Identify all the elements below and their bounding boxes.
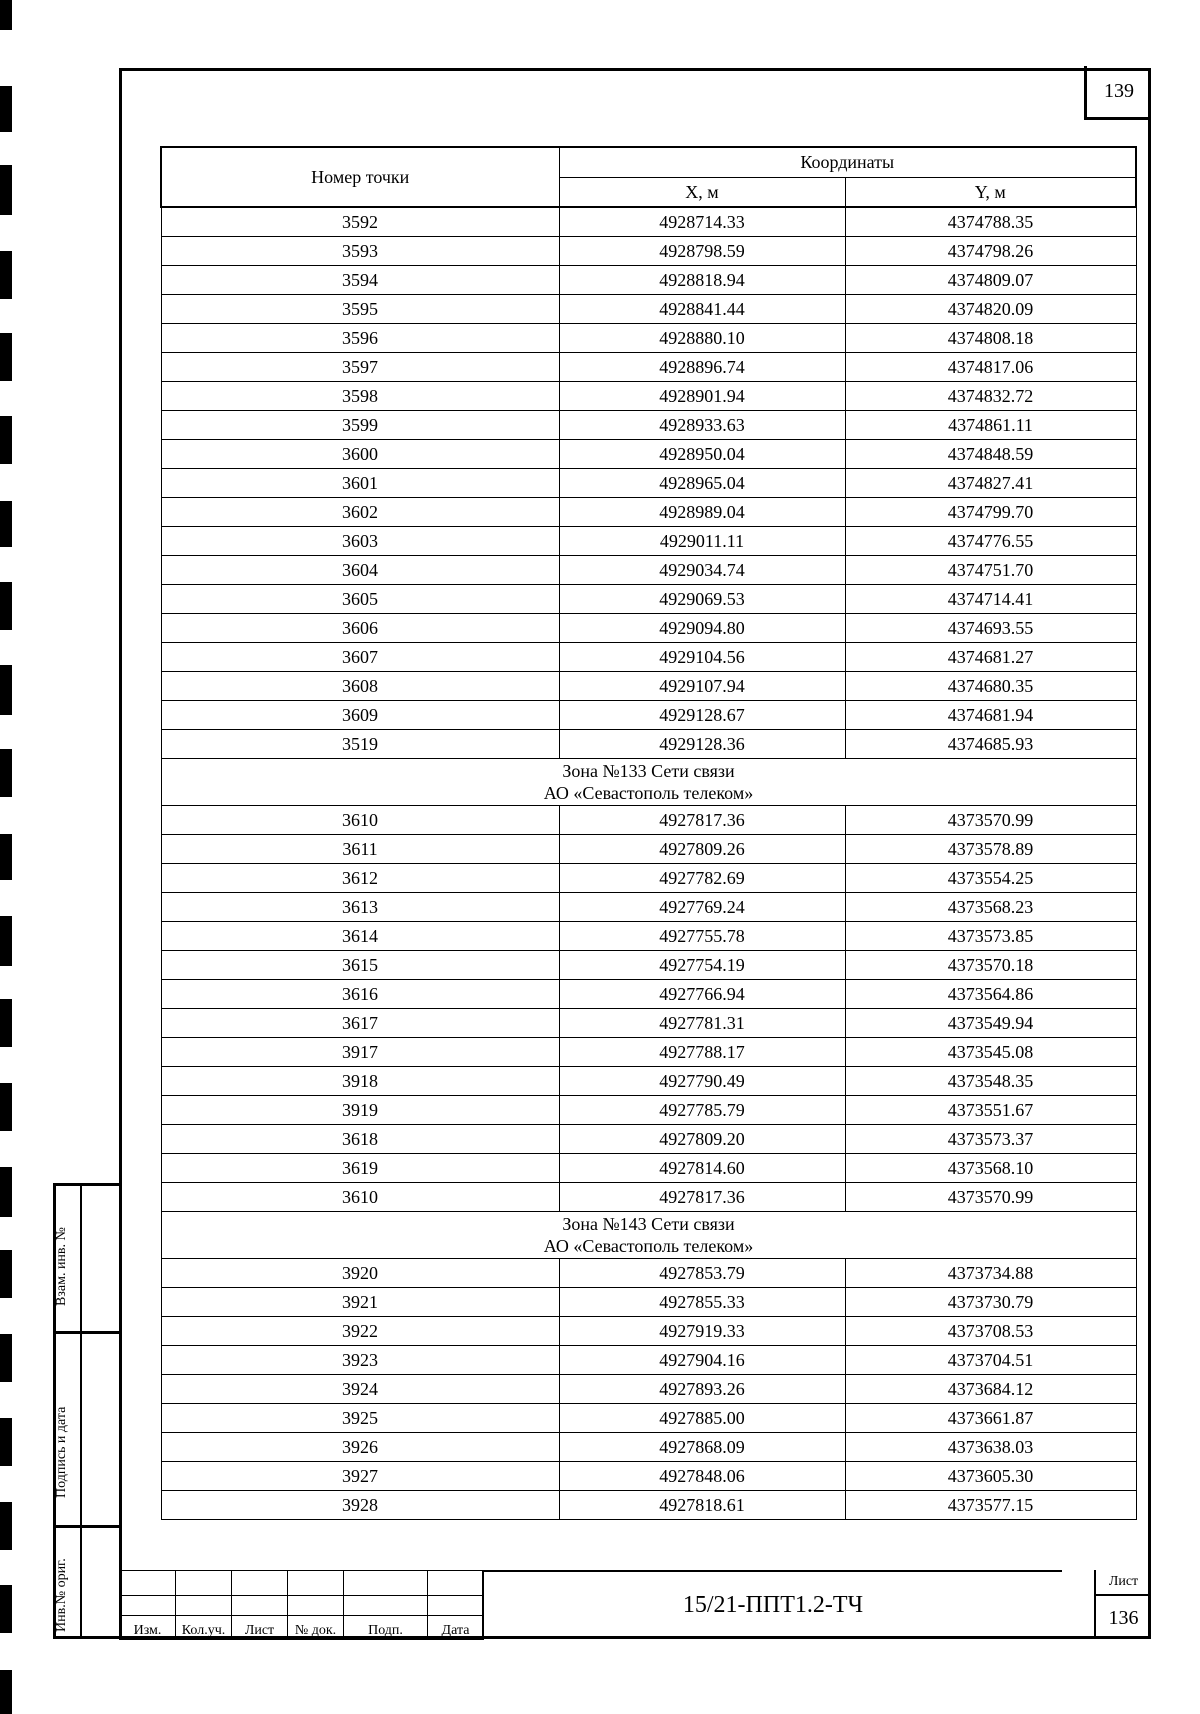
x-coordinate-cell: 4927781.31 (559, 1009, 845, 1038)
col-no-dok: № док. (288, 1616, 344, 1640)
binder-mark (0, 165, 12, 215)
point-number-cell: 3595 (161, 295, 559, 324)
header-y: Y, м (845, 177, 1136, 207)
table-row (161, 295, 1136, 324)
table-row (161, 469, 1136, 498)
x-coordinate-cell: 4927848.06 (559, 1462, 845, 1491)
point-number-cell: 3920 (161, 1259, 559, 1288)
table-row (161, 701, 1136, 730)
binder-mark (0, 1502, 12, 1550)
point-number-cell: 3919 (161, 1096, 559, 1125)
y-coordinate-cell: 4374861.11 (845, 411, 1136, 440)
binder-mark (0, 1670, 12, 1714)
x-coordinate-cell: 4928901.94 (559, 382, 845, 411)
x-coordinate-cell: 4928933.63 (559, 411, 845, 440)
table-row (161, 1433, 1136, 1462)
x-coordinate-cell: 4929069.53 (559, 585, 845, 614)
table-row (161, 1009, 1136, 1038)
binder-mark (0, 665, 12, 715)
header-x: X, м (559, 177, 845, 207)
x-coordinate-cell: 4927853.79 (559, 1259, 845, 1288)
x-coordinate-cell: 4927814.60 (559, 1154, 845, 1183)
y-coordinate-cell: 4374808.18 (845, 324, 1136, 353)
table-body (161, 207, 1136, 1520)
point-number-cell: 3612 (161, 864, 559, 893)
y-coordinate-cell: 4373564.86 (845, 980, 1136, 1009)
binder-mark (0, 1167, 12, 1217)
x-coordinate-cell: 4927782.69 (559, 864, 845, 893)
revision-grid (119, 1570, 484, 1640)
y-coordinate-cell: 4374681.94 (845, 701, 1136, 730)
y-coordinate-cell: 4374751.70 (845, 556, 1136, 585)
x-coordinate-cell: 4928950.04 (559, 440, 845, 469)
table-row (161, 1259, 1136, 1288)
table-row (161, 1096, 1136, 1125)
x-coordinate-cell: 4929034.74 (559, 556, 845, 585)
table-row (161, 951, 1136, 980)
x-coordinate-cell: 4927809.20 (559, 1125, 845, 1154)
zone-title (161, 759, 1136, 806)
zone-title-line: Зона №133 Сети связи (562, 761, 735, 781)
table-row (161, 237, 1136, 266)
sheet-number: 136 (1108, 1607, 1139, 1629)
y-coordinate-cell: 4373573.85 (845, 922, 1136, 951)
binder-mark (0, 582, 12, 630)
point-number-cell: 3597 (161, 353, 559, 382)
y-coordinate-cell: 4373570.99 (845, 806, 1136, 835)
point-number-cell: 3604 (161, 556, 559, 585)
y-coordinate-cell: 4373661.87 (845, 1404, 1136, 1433)
point-number-cell: 3603 (161, 527, 559, 556)
table-row (161, 1038, 1136, 1067)
binder-mark (0, 1334, 12, 1382)
point-number-cell: 3613 (161, 893, 559, 922)
table-row (161, 1288, 1136, 1317)
table-row (161, 835, 1136, 864)
binder-mark (0, 86, 12, 132)
table-row (161, 556, 1136, 585)
x-coordinate-cell: 4928896.74 (559, 353, 845, 382)
table-row (161, 382, 1136, 411)
y-coordinate-cell: 4373638.03 (845, 1433, 1136, 1462)
y-coordinate-cell: 4373551.67 (845, 1096, 1136, 1125)
zone-row (161, 759, 1136, 806)
y-coordinate-cell: 4374820.09 (845, 295, 1136, 324)
point-number-cell: 3615 (161, 951, 559, 980)
y-coordinate-cell: 4373577.15 (845, 1491, 1136, 1520)
x-coordinate-cell: 4928818.94 (559, 266, 845, 295)
point-number-cell: 3610 (161, 1183, 559, 1212)
x-coordinate-cell: 4927893.26 (559, 1375, 845, 1404)
point-number-cell: 3927 (161, 1462, 559, 1491)
table-row (161, 643, 1136, 672)
table-row (161, 440, 1136, 469)
table-row (161, 614, 1136, 643)
col-kol-uch: Кол.уч. (176, 1616, 232, 1640)
x-coordinate-cell: 4927885.00 (559, 1404, 845, 1433)
x-coordinate-cell: 4927818.61 (559, 1491, 845, 1520)
table-row (161, 353, 1136, 382)
x-coordinate-cell: 4927766.94 (559, 980, 845, 1009)
x-coordinate-cell: 4928965.04 (559, 469, 845, 498)
x-coordinate-cell: 4927817.36 (559, 806, 845, 835)
point-number-cell: 3925 (161, 1404, 559, 1433)
binder-mark (0, 333, 12, 381)
table-row (161, 1491, 1136, 1520)
y-coordinate-cell: 4374809.07 (845, 266, 1136, 295)
table-row (161, 1067, 1136, 1096)
binder-mark (0, 916, 12, 966)
table-row (161, 1375, 1136, 1404)
y-coordinate-cell: 4373684.12 (845, 1375, 1136, 1404)
table-row (161, 1154, 1136, 1183)
header-coordinates: Координаты (559, 147, 1136, 177)
binder-mark (0, 1083, 12, 1131)
point-number-cell: 3592 (161, 207, 559, 237)
y-coordinate-cell: 4374714.41 (845, 585, 1136, 614)
col-data: Дата (428, 1616, 484, 1640)
x-coordinate-cell: 4929107.94 (559, 672, 845, 701)
y-coordinate-cell: 4373545.08 (845, 1038, 1136, 1067)
table-row (161, 864, 1136, 893)
y-coordinate-cell: 4374685.93 (845, 730, 1136, 759)
x-coordinate-cell: 4928989.04 (559, 498, 845, 527)
y-coordinate-cell: 4373570.99 (845, 1183, 1136, 1212)
point-number-cell: 3619 (161, 1154, 559, 1183)
table-row (161, 498, 1136, 527)
podpis-label: Подпись и дата (54, 1406, 69, 1498)
sheet-box (1094, 1570, 1151, 1639)
x-coordinate-cell: 4927868.09 (559, 1433, 845, 1462)
vzam-label: Взам. инв. № (54, 1227, 69, 1306)
side-panel-divider (80, 1186, 82, 1636)
col-list: Лист (232, 1616, 288, 1640)
binder-mark (0, 1585, 12, 1633)
point-number-cell: 3519 (161, 730, 559, 759)
point-number-cell: 3924 (161, 1375, 559, 1404)
point-number-cell: 3606 (161, 614, 559, 643)
table-row (161, 1404, 1136, 1433)
point-number-cell: 3602 (161, 498, 559, 527)
x-coordinate-cell: 4929094.80 (559, 614, 845, 643)
point-number-cell: 3610 (161, 806, 559, 835)
y-coordinate-cell: 4373730.79 (845, 1288, 1136, 1317)
point-number-cell: 3599 (161, 411, 559, 440)
x-coordinate-cell: 4928714.33 (559, 207, 845, 237)
x-coordinate-cell: 4928841.44 (559, 295, 845, 324)
x-coordinate-cell: 4927904.16 (559, 1346, 845, 1375)
binder-mark (0, 251, 12, 299)
table-row (161, 1462, 1136, 1491)
table-row (161, 980, 1136, 1009)
x-coordinate-cell: 4927809.26 (559, 835, 845, 864)
point-number-cell: 3593 (161, 237, 559, 266)
table-row (161, 1346, 1136, 1375)
point-number-cell: 3918 (161, 1067, 559, 1096)
y-coordinate-cell: 4373554.25 (845, 864, 1136, 893)
y-coordinate-cell: 4374827.41 (845, 469, 1136, 498)
y-coordinate-cell: 4373734.88 (845, 1259, 1136, 1288)
y-coordinate-cell: 4374681.27 (845, 643, 1136, 672)
point-number-cell: 3618 (161, 1125, 559, 1154)
table-row (161, 527, 1136, 556)
coordinates-table (160, 146, 1137, 1520)
table-row (161, 730, 1136, 759)
side-panel (53, 1183, 119, 1639)
zone-title-line: Зона №143 Сети связи (562, 1214, 735, 1234)
y-coordinate-cell: 4373549.94 (845, 1009, 1136, 1038)
y-coordinate-cell: 4373704.51 (845, 1346, 1136, 1375)
y-coordinate-cell: 4373605.30 (845, 1462, 1136, 1491)
y-coordinate-cell: 4374848.59 (845, 440, 1136, 469)
point-number-cell: 3609 (161, 701, 559, 730)
binder-mark (0, 501, 12, 547)
side-panel-separator (56, 1525, 119, 1528)
table-row (161, 1125, 1136, 1154)
zone-owner-line: АО «Севастополь телеком» (543, 783, 754, 803)
binder-mark (0, 749, 12, 797)
y-coordinate-cell: 4373570.18 (845, 951, 1136, 980)
y-coordinate-cell: 4374788.35 (845, 207, 1136, 237)
point-number-cell: 3928 (161, 1491, 559, 1520)
y-coordinate-cell: 4373568.23 (845, 893, 1136, 922)
x-coordinate-cell: 4927817.36 (559, 1183, 845, 1212)
binder-mark (0, 416, 12, 464)
point-number-cell: 3611 (161, 835, 559, 864)
table-row (161, 672, 1136, 701)
x-coordinate-cell: 4927919.33 (559, 1317, 845, 1346)
x-coordinate-cell: 4927790.49 (559, 1067, 845, 1096)
zone-owner-line: АО «Севастополь телеком» (543, 1236, 754, 1256)
table-row (161, 411, 1136, 440)
side-panel-separator (56, 1331, 119, 1334)
table-row (161, 266, 1136, 295)
y-coordinate-cell: 4374693.55 (845, 614, 1136, 643)
table-row (161, 324, 1136, 353)
x-coordinate-cell: 4928880.10 (559, 324, 845, 353)
zone-title (161, 1212, 1136, 1259)
x-coordinate-cell: 4927788.17 (559, 1038, 845, 1067)
table-row (161, 207, 1136, 237)
y-coordinate-cell: 4373578.89 (845, 835, 1136, 864)
y-coordinate-cell: 4374776.55 (845, 527, 1136, 556)
point-number-cell: 3922 (161, 1317, 559, 1346)
binder-mark (0, 1250, 12, 1298)
x-coordinate-cell: 4927785.79 (559, 1096, 845, 1125)
point-number-cell: 3926 (161, 1433, 559, 1462)
table-row (161, 1183, 1136, 1212)
x-coordinate-cell: 4929104.56 (559, 643, 845, 672)
point-number-cell: 3921 (161, 1288, 559, 1317)
col-podp: Подп. (344, 1616, 428, 1640)
point-number-cell: 3594 (161, 266, 559, 295)
table-row (161, 585, 1136, 614)
header-point-number: Номер точки (161, 147, 559, 207)
point-number-cell: 3601 (161, 469, 559, 498)
title-block (119, 1570, 1151, 1639)
point-number-cell: 3605 (161, 585, 559, 614)
inv-label: Инв.№ ориг. (54, 1558, 69, 1632)
point-number-cell: 3917 (161, 1038, 559, 1067)
point-number-cell: 3616 (161, 980, 559, 1009)
y-coordinate-cell: 4374799.70 (845, 498, 1136, 527)
point-number-cell: 3617 (161, 1009, 559, 1038)
point-number-cell: 3598 (161, 382, 559, 411)
table-row (161, 1317, 1136, 1346)
y-coordinate-cell: 4373548.35 (845, 1067, 1136, 1096)
point-number-cell: 3614 (161, 922, 559, 951)
binder-mark (0, 999, 12, 1047)
y-coordinate-cell: 4373573.37 (845, 1125, 1136, 1154)
y-coordinate-cell: 4374817.06 (845, 353, 1136, 382)
x-coordinate-cell: 4929128.67 (559, 701, 845, 730)
x-coordinate-cell: 4929128.36 (559, 730, 845, 759)
x-coordinate-cell: 4927769.24 (559, 893, 845, 922)
binder-mark (0, 0, 12, 30)
point-number-cell: 3608 (161, 672, 559, 701)
x-coordinate-cell: 4927754.19 (559, 951, 845, 980)
y-coordinate-cell: 4374680.35 (845, 672, 1136, 701)
x-coordinate-cell: 4929011.11 (559, 527, 845, 556)
y-coordinate-cell: 4374832.72 (845, 382, 1136, 411)
binder-mark (0, 834, 12, 880)
x-coordinate-cell: 4927755.78 (559, 922, 845, 951)
point-number-cell: 3607 (161, 643, 559, 672)
zone-row (161, 1212, 1136, 1259)
y-coordinate-cell: 4373708.53 (845, 1317, 1136, 1346)
point-number-cell: 3596 (161, 324, 559, 353)
x-coordinate-cell: 4928798.59 (559, 237, 845, 266)
y-coordinate-cell: 4373568.10 (845, 1154, 1136, 1183)
table-row (161, 893, 1136, 922)
sheet-label: Лист (1096, 1570, 1151, 1596)
binder-mark (0, 1418, 12, 1466)
table-row (161, 922, 1136, 951)
point-number-cell: 3600 (161, 440, 559, 469)
table-row (161, 806, 1136, 835)
top-page-number: 139 (1084, 66, 1151, 120)
x-coordinate-cell: 4927855.33 (559, 1288, 845, 1317)
col-izm: Изм. (120, 1616, 176, 1640)
document-code: 15/21-ППТ1.2-ТЧ (482, 1570, 1062, 1639)
point-number-cell: 3923 (161, 1346, 559, 1375)
y-coordinate-cell: 4374798.26 (845, 237, 1136, 266)
